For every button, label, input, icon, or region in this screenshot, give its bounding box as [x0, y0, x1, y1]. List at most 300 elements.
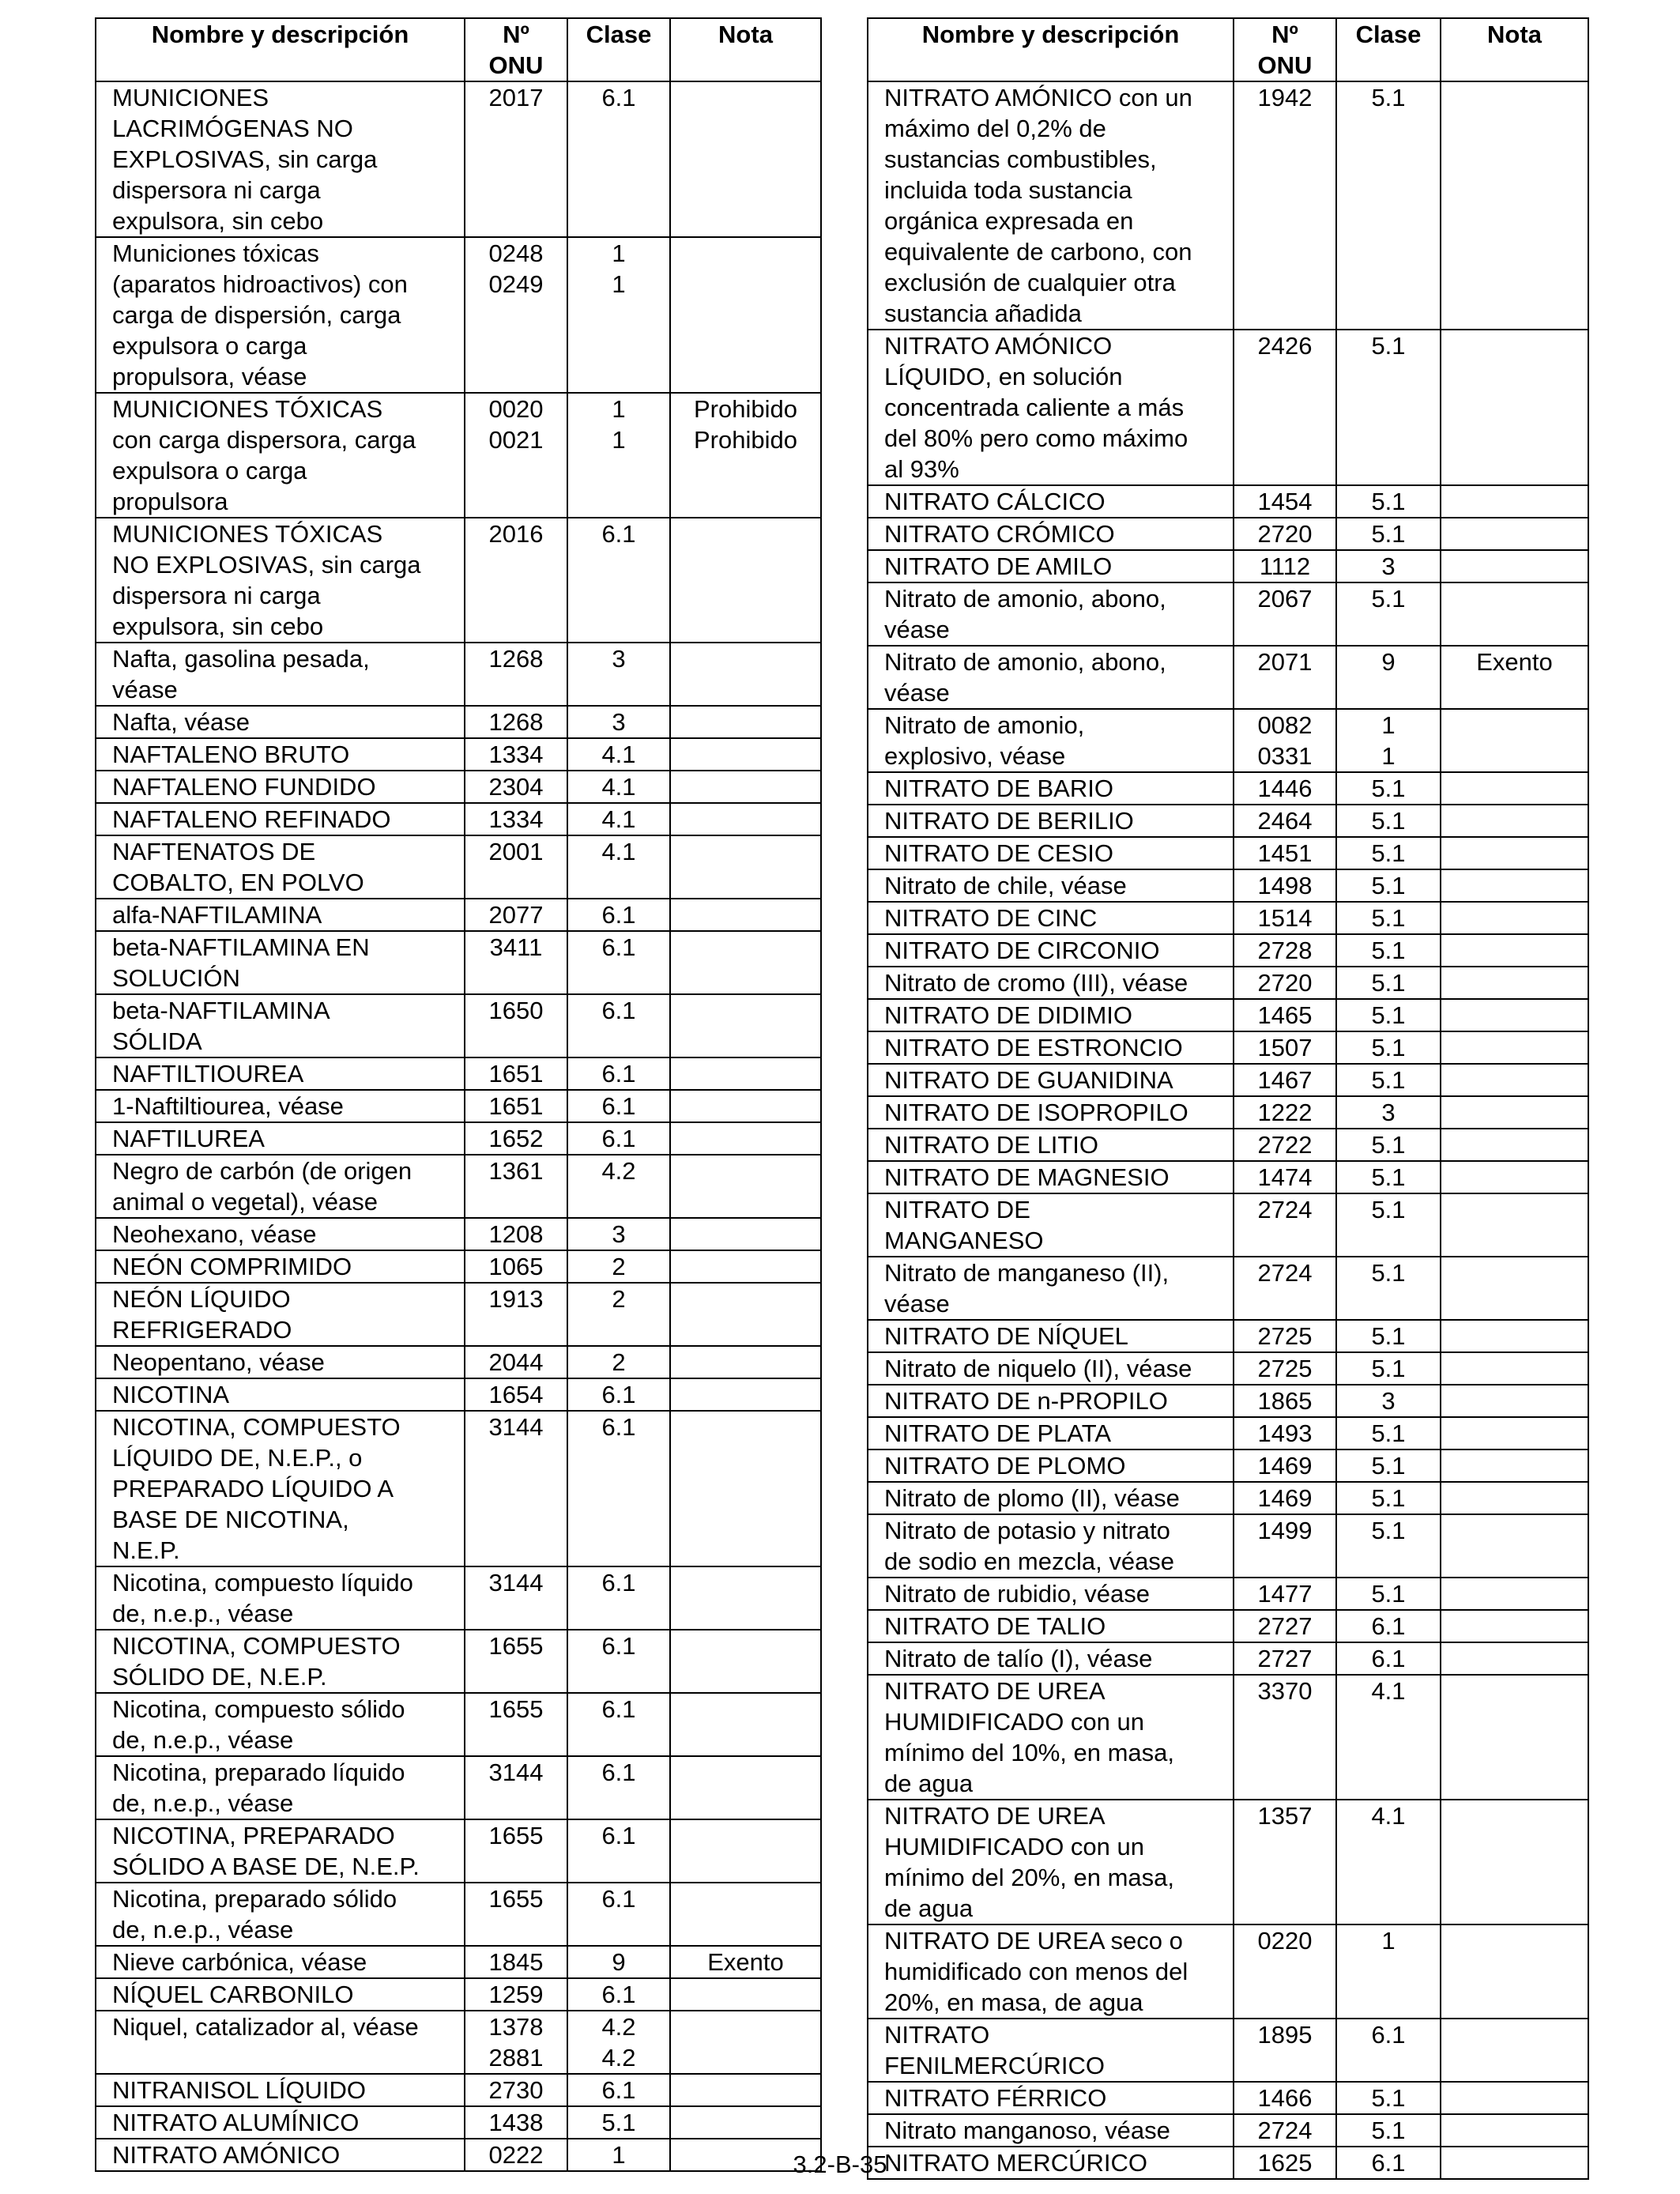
- entry-name-cell: [868, 1193, 1234, 1257]
- entry-name-line: Nicotina, preparado sólido: [112, 1885, 397, 1913]
- entry-name-cell: [868, 709, 1234, 772]
- entry-name-line: LÍQUIDO, en solución: [884, 363, 1123, 390]
- hazard-class-cell: [1336, 1675, 1441, 1800]
- table-row: [868, 805, 1588, 837]
- hazard-class-line: 5.1: [1371, 839, 1406, 867]
- un-number-cell: [1234, 1064, 1336, 1096]
- table-row: [96, 1411, 821, 1566]
- table-row: [868, 1031, 1588, 1064]
- hazard-class-line: 6.1: [601, 933, 636, 961]
- note-cell: [1441, 646, 1588, 709]
- un-number-line: 1625: [1257, 2149, 1313, 2177]
- hazard-class-line: 6.1: [601, 84, 636, 111]
- entry-name-cell: [868, 1417, 1234, 1449]
- hazard-class-line: 6.1: [601, 901, 636, 929]
- un-number-cell: [1234, 1257, 1336, 1320]
- hazard-class-cell: [567, 1283, 670, 1346]
- note-cell: [1441, 518, 1588, 550]
- un-number-cell: [1234, 330, 1336, 485]
- un-number-cell: [1234, 1352, 1336, 1385]
- entry-name-cell: [868, 1924, 1234, 2019]
- un-number-cell: [1234, 902, 1336, 934]
- entry-name-line: Nitrato de amonio, abono,: [884, 648, 1166, 676]
- un-number-cell: [465, 1155, 567, 1218]
- note-cell: [670, 803, 821, 835]
- entry-name-cell: [868, 1096, 1234, 1129]
- hazard-class-cell: [1336, 1064, 1441, 1096]
- hazard-class-cell: [1336, 1610, 1441, 1642]
- hazard-class-line: 6.1: [1371, 2021, 1406, 2049]
- hazard-class-cell: [1336, 1385, 1441, 1417]
- entry-name-line: NITRATO CÁLCICO: [884, 488, 1106, 515]
- un-number-line: 2044: [488, 1348, 544, 1376]
- page-number: 3.2-B-35: [793, 2151, 887, 2178]
- un-number-cell: [1234, 772, 1336, 805]
- entry-name-line: NITRATO DE ISOPROPILO: [884, 1099, 1188, 1126]
- hazard-class-cell: [1336, 869, 1441, 902]
- table-row: [868, 1064, 1588, 1096]
- un-number-line: 1357: [1257, 1802, 1313, 1830]
- hazard-class-line: 5.1: [1371, 1484, 1406, 1512]
- un-number-line: 2728: [1257, 937, 1313, 964]
- hazard-class-line: 5.1: [1371, 1196, 1406, 1223]
- hazard-class-cell: [567, 1218, 670, 1250]
- entry-name-cell: [868, 485, 1234, 518]
- entry-name-line: SOLUCIÓN: [112, 964, 240, 992]
- hazard-class-line: 5.1: [1371, 1066, 1406, 1094]
- entry-name-cell: [96, 1693, 465, 1756]
- table-row: [96, 2011, 821, 2074]
- hazard-class-cell: [567, 81, 670, 237]
- note-cell: [670, 994, 821, 1057]
- hazard-class-line: 2: [612, 1348, 626, 1376]
- table-row: [868, 902, 1588, 934]
- entry-name-line: NITRATO DE UREA: [884, 1677, 1106, 1705]
- entry-name-cell: [96, 237, 465, 393]
- table-row: [96, 1378, 821, 1411]
- hazard-class-line: 5.1: [1371, 969, 1406, 997]
- note-cell: [1441, 2114, 1588, 2147]
- entry-name-cell: [868, 805, 1234, 837]
- un-number-line: 2730: [488, 2076, 544, 2104]
- table-row: [868, 582, 1588, 646]
- un-number-cell: [465, 1250, 567, 1283]
- note-cell: [670, 1283, 821, 1346]
- table-row: [868, 485, 1588, 518]
- hazard-class-line: 5.1: [1371, 807, 1406, 835]
- hazard-class-line: 4.1: [601, 838, 636, 865]
- entry-name-cell: [96, 1411, 465, 1566]
- un-number-cell: [1234, 1417, 1336, 1449]
- entry-name-line: NITRATO DE ESTRONCIO: [884, 1034, 1183, 1061]
- entry-name-line: expulsora, sin cebo: [112, 207, 324, 235]
- hazard-class-line: 1: [612, 2141, 626, 2169]
- un-number-line: 0020: [488, 395, 544, 423]
- header-class: Clase: [567, 18, 670, 81]
- table-row: [96, 2106, 821, 2139]
- entry-name-line: REFRIGERADO: [112, 1316, 292, 1344]
- entry-name-cell: [868, 967, 1234, 999]
- entry-name-line: Nicotina, compuesto líquido: [112, 1569, 413, 1596]
- hazard-class-cell: [1336, 2114, 1441, 2147]
- hazard-class-cell: [1336, 1352, 1441, 1385]
- note-cell: [670, 1756, 821, 1819]
- un-number-cell: [465, 994, 567, 1057]
- un-number-cell: [465, 1057, 567, 1090]
- note-cell: [670, 899, 821, 931]
- hazard-class-line: 4.1: [1371, 1677, 1406, 1705]
- entry-name-line: NAFTILTIOUREA: [112, 1060, 304, 1088]
- header-note: Nota: [1441, 18, 1588, 81]
- hazard-class-cell: [1336, 646, 1441, 709]
- hazard-class-line: 1: [1381, 711, 1396, 739]
- hazard-class-cell: [567, 1883, 670, 1946]
- note-cell: [1441, 1578, 1588, 1610]
- note-cell: [670, 706, 821, 738]
- table-row: [868, 934, 1588, 967]
- hazard-class-line: 6.1: [601, 1092, 636, 1120]
- entry-name-cell: [868, 1129, 1234, 1161]
- hazard-class-line: 6.1: [601, 1885, 636, 1913]
- note-line: Exento: [707, 1948, 784, 1976]
- hazard-class-cell: [567, 1693, 670, 1756]
- un-number-line: 3144: [488, 1759, 544, 1786]
- un-number-cell: [1234, 1129, 1336, 1161]
- hazard-class-line: 1: [612, 270, 626, 298]
- table-row: [96, 1250, 821, 1283]
- entry-name-line: de, n.e.p., véase: [112, 1789, 294, 1817]
- entry-name-line: NITRATO DE UREA: [884, 1802, 1106, 1830]
- note-line: Prohibido: [694, 395, 797, 423]
- note-cell: [670, 1155, 821, 1218]
- table-row: [868, 1417, 1588, 1449]
- entry-name-cell: [868, 646, 1234, 709]
- hazard-class-line: 1: [612, 239, 626, 267]
- header-row: [868, 18, 1588, 81]
- entry-name-line: NITRATO DE n-PROPILO: [884, 1387, 1168, 1415]
- entry-name-cell: [96, 835, 465, 899]
- hazard-class-cell: [567, 1756, 670, 1819]
- entry-name-cell: [96, 81, 465, 237]
- un-number-cell: [465, 1756, 567, 1819]
- un-number-cell: [1234, 1482, 1336, 1514]
- un-number-line: 3144: [488, 1569, 544, 1596]
- un-number-line: 2725: [1257, 1322, 1313, 1350]
- un-number-cell: [1234, 934, 1336, 967]
- entry-name-line: Nitrato de talío (I), véase: [884, 1645, 1153, 1672]
- hazard-class-line: 6.1: [601, 2076, 636, 2104]
- entry-name-line: Negro de carbón (de origen: [112, 1157, 412, 1185]
- un-number-line: 3411: [489, 933, 543, 961]
- hazard-class-line: 3: [1381, 1387, 1396, 1415]
- un-number-line: 2016: [488, 520, 544, 548]
- entry-name-cell: [868, 81, 1234, 330]
- un-number-line: 1065: [488, 1253, 544, 1280]
- entry-name-line: NÍQUEL CARBONILO: [112, 1981, 354, 2008]
- entry-name-cell: [868, 1514, 1234, 1578]
- entry-name-line: NITRATO DE CESIO: [884, 839, 1113, 867]
- hazard-class-line: 6.1: [601, 1822, 636, 1849]
- note-cell: [1441, 772, 1588, 805]
- un-number-cell: [1234, 1578, 1336, 1610]
- entry-name-cell: [868, 330, 1234, 485]
- note-cell: [1441, 1924, 1588, 2019]
- hazard-class-cell: [567, 1155, 670, 1218]
- un-number-cell: [1234, 1031, 1336, 1064]
- hazard-class-cell: [1336, 81, 1441, 330]
- entry-name-line: NITRATO DE BARIO: [884, 775, 1113, 802]
- entry-name-line: animal o vegetal), véase: [112, 1188, 379, 1216]
- un-number-cell: [465, 899, 567, 931]
- un-number-cell: [1234, 1449, 1336, 1482]
- entry-name-line: NICOTINA, COMPUESTO: [112, 1632, 401, 1660]
- un-number-cell: [465, 1693, 567, 1756]
- entry-name-cell: [96, 2011, 465, 2074]
- un-number-line: 1438: [488, 2109, 544, 2136]
- un-number-cell: [1234, 2114, 1336, 2147]
- table-row: [96, 1218, 821, 1250]
- entry-name-cell: [96, 738, 465, 771]
- entry-name-cell: [868, 1320, 1234, 1352]
- table-row: [96, 899, 821, 931]
- hazard-class-line: 6.1: [601, 1695, 636, 1723]
- entry-name-line: Niquel, catalizador al, véase: [112, 2013, 419, 2041]
- entry-name-line: expulsora o carga: [112, 332, 307, 360]
- hazard-class-cell: [1336, 902, 1441, 934]
- entry-name-line: LÍQUIDO DE, N.E.P., o: [112, 1444, 363, 1472]
- entry-name-cell: [96, 393, 465, 518]
- entry-name-cell: [868, 1800, 1234, 1924]
- entry-name-cell: [868, 1642, 1234, 1675]
- note-cell: [1441, 805, 1588, 837]
- table-row: [96, 994, 821, 1057]
- entry-name-line: NITRATO DE TALIO: [884, 1612, 1106, 1640]
- hazard-class-line: 5.1: [1371, 904, 1406, 932]
- header-name: Nombre y descripción: [96, 18, 465, 81]
- un-number-cell: [1234, 2082, 1336, 2114]
- un-number-cell: [1234, 999, 1336, 1031]
- un-number-line: 0222: [488, 2141, 544, 2169]
- table-row: [868, 2019, 1588, 2082]
- note-cell: [1441, 550, 1588, 582]
- entry-name-line: HUMIDIFICADO con un: [884, 1833, 1145, 1860]
- hazard-class-cell: [567, 1630, 670, 1693]
- note-cell: [670, 1630, 821, 1693]
- un-number-line: 0248: [488, 239, 544, 267]
- un-number-line: 2077: [488, 901, 544, 929]
- hazard-class-cell: [1336, 1096, 1441, 1129]
- entry-name-line: dispersora ni carga: [112, 176, 321, 204]
- entry-name-line: Neohexano, véase: [112, 1220, 317, 1248]
- hazard-class-cell: [567, 1378, 670, 1411]
- table-row: [868, 2082, 1588, 2114]
- hazard-class-line: 5.1: [1371, 2117, 1406, 2144]
- un-number-cell: [465, 1090, 567, 1122]
- hazard-class-cell: [1336, 1417, 1441, 1449]
- table-row: [96, 1819, 821, 1883]
- entry-name-cell: [96, 1566, 465, 1630]
- un-number-line: 1651: [488, 1092, 544, 1120]
- un-number-cell: [465, 643, 567, 706]
- entry-name-cell: [96, 1630, 465, 1693]
- un-number-line: 3370: [1257, 1677, 1313, 1705]
- table-row: [868, 646, 1588, 709]
- un-number-line: 1474: [1257, 1163, 1313, 1191]
- entry-name-line: NITRATO AMÓNICO: [884, 332, 1113, 360]
- note-line: Prohibido: [694, 426, 797, 454]
- note-cell: [670, 1346, 821, 1378]
- un-number-line: 1652: [488, 1125, 544, 1152]
- un-number-line: 2720: [1257, 969, 1313, 997]
- hazard-class-cell: [567, 2074, 670, 2106]
- un-number-line: 1208: [488, 1220, 544, 1248]
- entry-name-line: Nitrato de rubidio, véase: [884, 1580, 1151, 1608]
- note-cell: [670, 1693, 821, 1756]
- table-row: [96, 1346, 821, 1378]
- note-cell: [1441, 902, 1588, 934]
- hazard-class-cell: [567, 2011, 670, 2074]
- un-number-line: 1514: [1257, 904, 1313, 932]
- hazard-class-cell: [567, 1057, 670, 1090]
- note-cell: [1441, 582, 1588, 646]
- hazard-class-line: 5.1: [1371, 1419, 1406, 1447]
- un-number-cell: [465, 81, 567, 237]
- note-cell: [1441, 1642, 1588, 1675]
- table-row: [868, 1610, 1588, 1642]
- table-row: [868, 1449, 1588, 1482]
- hazard-class-line: 5.1: [1371, 1034, 1406, 1061]
- entry-name-cell: [868, 772, 1234, 805]
- hazard-class-line: 9: [1381, 648, 1396, 676]
- note-cell: [670, 1883, 821, 1946]
- entry-name-line: NITRATO: [884, 2021, 990, 2049]
- entry-name-line: NITRATO DE AMILO: [884, 552, 1113, 580]
- hazard-class-cell: [1336, 485, 1441, 518]
- table-row: [96, 1155, 821, 1218]
- entry-name-line: NAFTENATOS DE: [112, 838, 316, 865]
- un-number-line: 1467: [1257, 1066, 1313, 1094]
- hazard-class-cell: [1336, 1031, 1441, 1064]
- entry-name-line: humidificado con menos del: [884, 1958, 1188, 1985]
- un-number-line: 1259: [488, 1981, 544, 2008]
- note-cell: [1441, 1257, 1588, 1320]
- un-number-cell: [1234, 709, 1336, 772]
- entry-name-line: Nitrato de niquelo (II), véase: [884, 1355, 1192, 1382]
- hazard-class-line: 5.1: [1371, 585, 1406, 613]
- hazard-class-line: 1: [612, 426, 626, 454]
- hazard-class-line: 6.1: [601, 1981, 636, 2008]
- un-number-cell: [1234, 518, 1336, 550]
- entry-name-cell: [868, 1257, 1234, 1320]
- entry-name-line: Nicotina, preparado líquido: [112, 1759, 405, 1786]
- entry-name-line: carga de dispersión, carga: [112, 301, 401, 329]
- note-cell: [670, 2074, 821, 2106]
- un-number-cell: [1234, 1385, 1336, 1417]
- note-cell: [670, 1122, 821, 1155]
- note-cell: [1441, 1031, 1588, 1064]
- hazard-class-line: 6.1: [601, 1569, 636, 1596]
- entry-name-line: HUMIDIFICADO con un: [884, 1708, 1145, 1736]
- table-row: [96, 771, 821, 803]
- header-row: [96, 18, 821, 81]
- hazard-class-line: 3: [612, 708, 626, 736]
- hazard-class-cell: [1336, 1193, 1441, 1257]
- entry-name-line: expulsora o carga: [112, 457, 307, 484]
- hazard-class-line: 5.1: [1371, 1259, 1406, 1287]
- note-cell: [1441, 1352, 1588, 1385]
- hazard-class-line: 4.1: [601, 805, 636, 833]
- entry-name-line: beta-NAFTILAMINA: [112, 997, 330, 1024]
- entry-name-line: NO EXPLOSIVAS, sin carga: [112, 551, 421, 579]
- note-cell: [1441, 1675, 1588, 1800]
- entry-name-cell: [868, 934, 1234, 967]
- entry-name-line: NITRATO DE PLATA: [884, 1419, 1112, 1447]
- entry-name-line: 20%, en masa, de agua: [884, 1989, 1143, 2016]
- un-number-line: 1469: [1257, 1452, 1313, 1480]
- entry-name-line: Nicotina, compuesto sólido: [112, 1695, 405, 1723]
- un-number-cell: [465, 1283, 567, 1346]
- hazard-class-cell: [567, 1411, 670, 1566]
- note-cell: [1441, 1610, 1588, 1642]
- entry-name-line: dispersora ni carga: [112, 582, 321, 609]
- hazard-class-cell: [1336, 967, 1441, 999]
- un-number-line: 1334: [488, 741, 544, 768]
- hazard-class-line: 5.1: [1371, 1452, 1406, 1480]
- un-number-line: 1942: [1257, 84, 1313, 111]
- table-row: [868, 1642, 1588, 1675]
- table-body-right: [868, 81, 1588, 2179]
- un-number-line: 0021: [488, 426, 544, 454]
- entry-name-line: de sodio en mezcla, véase: [884, 1547, 1175, 1575]
- hazard-class-line: 5.1: [1371, 332, 1406, 360]
- table-row: [96, 81, 821, 237]
- hazard-class-cell: [567, 771, 670, 803]
- un-number-cell: [465, 771, 567, 803]
- hazard-class-cell: [1336, 837, 1441, 869]
- table-row: [96, 518, 821, 643]
- entry-name-line: véase: [884, 616, 950, 643]
- table-row: [868, 772, 1588, 805]
- note-cell: [670, 518, 821, 643]
- entry-name-cell: [96, 1218, 465, 1250]
- un-number-cell: [1234, 81, 1336, 330]
- note-cell: [1441, 934, 1588, 967]
- header-name: Nombre y descripción: [868, 18, 1234, 81]
- un-number-cell: [1234, 1800, 1336, 1924]
- entry-name-cell: [96, 518, 465, 643]
- un-number-line: 2881: [488, 2044, 544, 2071]
- entry-name-line: NITRATO DE CINC: [884, 904, 1098, 932]
- hazard-class-cell: [1336, 709, 1441, 772]
- hazard-class-line: 3: [1381, 1099, 1396, 1126]
- hazard-class-cell: [1336, 2082, 1441, 2114]
- un-number-cell: [465, 1978, 567, 2011]
- note-cell: [1441, 1449, 1588, 1482]
- un-number-cell: [1234, 1610, 1336, 1642]
- hazard-class-cell: [567, 1978, 670, 2011]
- entry-name-line: NICOTINA, COMPUESTO: [112, 1413, 401, 1441]
- table-row: [96, 1946, 821, 1978]
- entry-name-line: NITRATO MERCÚRICO: [884, 2149, 1147, 2177]
- table-row: [96, 393, 821, 518]
- un-number-line: 1845: [488, 1948, 544, 1976]
- entry-name-line: NITRANISOL LÍQUIDO: [112, 2076, 366, 2104]
- un-number-line: 2727: [1257, 1612, 1313, 1640]
- hazard-class-cell: [567, 803, 670, 835]
- entry-name-line: MUNICIONES TÓXICAS: [112, 520, 383, 548]
- un-number-cell: [1234, 582, 1336, 646]
- entry-name-line: NITRATO DE CIRCONIO: [884, 937, 1160, 964]
